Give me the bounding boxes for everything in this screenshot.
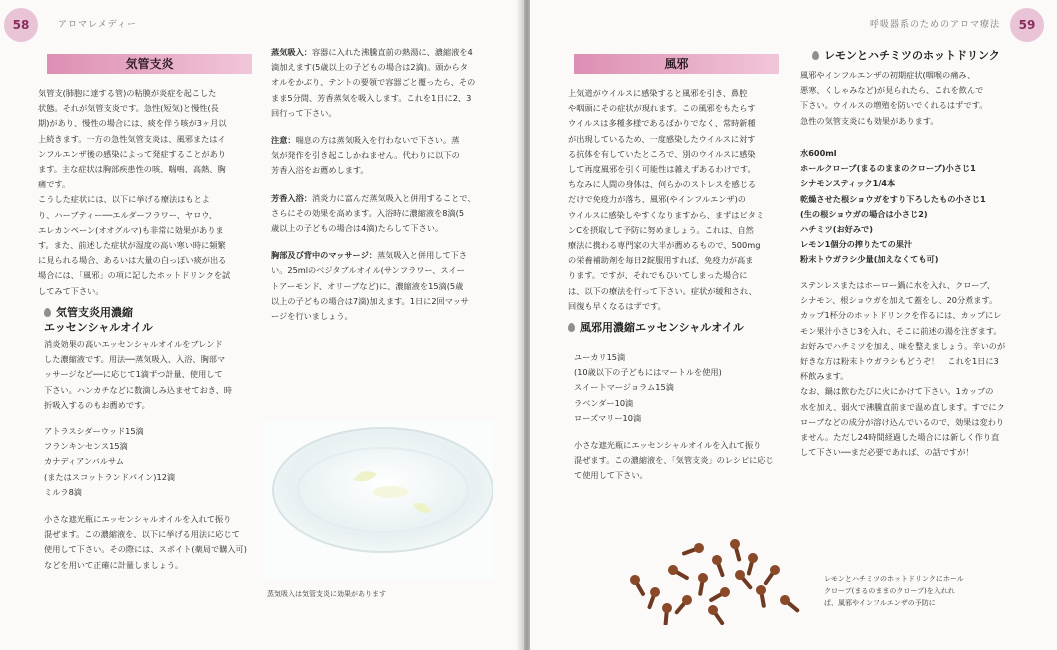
text-line: ローブなどの成分が溶け込んでいるので、効果は変わり: [800, 416, 1005, 427]
clove-shape: [744, 552, 760, 577]
text-line: なお、鍋は飲むたびに火にかけて下さい。1カップの: [800, 386, 994, 397]
text-line: 小さな遮光瓶にエッセンシャルオイルを入れて振り: [44, 514, 232, 524]
text-line: [271, 91, 476, 106]
storage-text: [44, 512, 247, 573]
text-line: は、以下の療法を行って下さい。症状が緩和され、: [568, 285, 757, 296]
text-line: などを用いて正確に計量しましょう。: [44, 559, 184, 570]
usage-text: ージを行いましょう。: [271, 311, 353, 322]
oil-item: アトラスシダーウッド15滴: [44, 426, 144, 436]
text-line: 小さな遮光瓶にエッセンシャルオイルを入れて振り: [574, 440, 762, 450]
text-line: [271, 191, 476, 206]
drink-intro: [800, 68, 987, 129]
text-line: 療法に携わる専門家の大半が薦めるもので、500mg: [568, 240, 761, 251]
section-title-band: [574, 54, 779, 74]
usage-text: 回行って下さい。: [271, 107, 337, 118]
text-line: て使用して下さい。: [574, 470, 648, 481]
left-page: [0, 0, 524, 650]
text-line: 上続きます。一方の急性気管支炎は、風邪またはイ: [38, 133, 226, 144]
clove-shape: [644, 586, 661, 611]
text-line: 杯飲みます。: [800, 371, 849, 382]
text-line: 折吸入するのもお薦めです。: [44, 399, 150, 410]
clove-shape: [695, 572, 709, 596]
clove-shape: [672, 593, 694, 617]
usage-label: 胸部及び背中のマッサージ：: [271, 250, 377, 261]
steam-bowl-photo: [263, 420, 493, 580]
clove-shape: [628, 573, 648, 598]
text-line: や咽頭にその症状が現れます。この風邪をもたらす: [568, 103, 756, 114]
oil-list: [44, 424, 175, 500]
usage-block: [271, 133, 476, 179]
ingredient-item: ハチミツ(お好みで): [800, 224, 873, 235]
usage-text: い。25mlのベジタブルオイル(サンフラワー、スイー: [271, 265, 465, 276]
clove-shape: [729, 538, 745, 563]
usage-text: 以上の子どもの場合は7滴)加えます。1日に2回マッサ: [271, 295, 469, 306]
storage-text: [574, 438, 774, 484]
text-line: お好みでハチミツを加え、味を整えましょう。辛いのが: [800, 340, 1006, 351]
usage-block: [271, 248, 476, 324]
text-line: 混ぜます。この濃縮液を、「気管支炎」のレシピに応じ: [574, 455, 774, 466]
text-line: シナモン、根ショウガを加えて蓋をし、20分煮ます。: [800, 295, 998, 306]
photo-caption: [824, 573, 964, 609]
text-line: が出現しているため、一度感染したウイルスに対す: [568, 133, 756, 144]
blend-heading: 気管支炎用濃縮: [44, 305, 133, 321]
text-line: 好きな方は粉末トウガラシもどうぞ！ これを1日に3: [800, 356, 999, 367]
text-line: 場合には、「風邪」の項に記したホットドリンクを試: [38, 270, 231, 281]
running-head: アロマレメディー: [58, 20, 138, 30]
section-title: 気管支炎: [125, 57, 174, 71]
usage-label: 芳香入浴：: [271, 192, 312, 203]
text-line: 混ぜます。この濃縮液を、以下に挙げる用法に応じて: [44, 529, 240, 540]
text-line: 使用して下さい。その際には、スポイト(薬局で購入可): [44, 544, 247, 555]
clove-shape: [680, 542, 705, 559]
text-line: る抗体を有していたところで、別のウイルスに感染: [568, 148, 756, 159]
oil-drop-icon: [812, 51, 819, 60]
text-line: 悪寒、くしゃみなど)が見られたら、これを飲んで: [800, 85, 984, 96]
text-line: 気管支(肺胞に達する管)の粘膜が炎症を起こした: [38, 88, 217, 98]
text-line: [271, 221, 476, 236]
text-line: [271, 163, 476, 178]
clove-shape: [755, 584, 769, 608]
clove-shape: [711, 554, 728, 579]
text-line: ンCを摂取して予防に努めましょう。これは、自然: [568, 224, 754, 235]
clove-shape: [733, 568, 755, 592]
text-line: [271, 263, 476, 278]
usage-text: 消炎力に富んだ蒸気吸入と併用することで、: [311, 192, 476, 203]
usage-block: [271, 191, 476, 237]
text-line: 下さい。ウイルスの増殖を防いでくれるはずです。: [800, 100, 988, 111]
usage-text: オルをかぶり、テントの要領で容器ごと覆ったら、その: [271, 77, 476, 88]
text-line: 消炎効果の高いエッセンシャルオイルをブレンド: [44, 339, 223, 349]
clove-shape: [666, 563, 691, 583]
text-line: 上気道がウイルスに感染すると風邪を引き、鼻腔: [568, 88, 748, 98]
text-line: モン果汁小さじ3を入れ、そこに前述の湯を注ぎます。: [800, 325, 1002, 336]
page-number: 59: [1010, 8, 1044, 42]
text-line: [271, 309, 476, 324]
oil-item: (10歳以下の子どもにはマートルを使用): [574, 367, 722, 378]
oil-item: スイートマージョラム15滴: [574, 382, 674, 393]
text-line: ります。ですが、それでもひいてしまった場合に: [568, 270, 748, 281]
text-line: エレカンペーン(オオグルマ)も非常に効果がありま: [38, 224, 224, 235]
text-line: してみて下さい。: [38, 285, 104, 296]
text-line: ます。主な症状は胸部疾患性の咳、喘鳴、高熱、胸: [38, 164, 226, 175]
text-line: 下さい。ハンカチなどに数滴しみ込ませておき、時: [44, 384, 232, 395]
text-line: [271, 75, 476, 90]
caption-line: レモンとハチミツのホットドリンクにホール: [824, 575, 964, 583]
text-line: こうした症状には、以下に挙げる療法はもとよ: [38, 194, 210, 205]
text-line: ウイルスは多種多様であるばかりでなく、常時新種: [568, 118, 756, 129]
text-line: 期)があり、慢性の場合には、痰を伴う咳が3ヶ月以: [38, 118, 227, 129]
usage-text: 歳以上の子どもの場合は4滴)たらして下さい。: [271, 223, 444, 234]
text-line: 急性の気管支炎にも効果があります。: [800, 115, 939, 126]
usage-text: 気が発作を引き起こしかねません。代わりに以下の: [271, 150, 460, 161]
text-line: だけで免疫力が落ち、風邪(やインフルエンザ)の: [568, 194, 746, 205]
text-line: に見られる場合、あるいは大量の白っぽい痰が出る: [38, 255, 227, 266]
text-line: [271, 279, 476, 294]
usage-label: 注意：: [271, 135, 296, 146]
clove-shape: [706, 603, 727, 625]
text-line: [271, 45, 476, 60]
clove-shape: [707, 585, 732, 605]
text-line: の栄養補助剤を毎日2錠服用すれば、免疫力が高ま: [568, 255, 754, 266]
text-line: して再度風邪を引く可能性は雑えずあるわけです。: [568, 164, 756, 175]
usage-text: トアーモンド、オリーブなど)に、濃縮液を15滴(5歳: [271, 280, 464, 291]
usage-label: 蒸気吸入：: [271, 47, 312, 57]
text-line: [271, 294, 476, 309]
usage-text: まま5分間、芳香蒸気を吸入します。これを1日に2、3: [271, 92, 472, 103]
ingredient-item: (生の根ショウガの場合は小さじ2): [800, 208, 928, 219]
photo-caption: 蒸気吸入は気管支炎に効果があります: [267, 590, 386, 598]
usage-text: 芳香入浴をお薦めします。: [271, 165, 369, 176]
text-line: して下さい──まだ必要であれば、の話ですが！: [800, 447, 974, 458]
text-line: [271, 106, 476, 121]
running-head: 呼吸器系のためのアロマ療法: [870, 20, 1001, 30]
text-line: 回復も早くなるはずです。: [568, 300, 666, 311]
text-line: カップ1杯分のホットドリンクを作るには、カップにレ: [800, 310, 1002, 321]
intro-text: [568, 86, 764, 314]
text-line: ッサージなど──に応じて1滴ずつ計量、使用して: [44, 369, 223, 380]
text-line: 水を加え、弱火で沸騰直前まで温め直します。すでにク: [800, 401, 1005, 412]
ingredient-list: [800, 146, 986, 268]
caption-line: クローブ(まるのままのクローブ)を入れれ: [824, 587, 955, 595]
oil-item: ローズマリー10滴: [574, 412, 642, 423]
clove-shape: [761, 563, 782, 588]
drink-heading: レモンとハチミツのホットドリンク: [812, 48, 1000, 64]
oil-item: (またはスコットランドパイン)12滴: [44, 471, 176, 482]
oil-item: フランキンセンス15滴: [44, 441, 128, 452]
ingredient-item: シナモンスティック1/4本: [800, 178, 896, 189]
clove-shape: [778, 593, 802, 615]
clove-shape: [660, 603, 672, 625]
page-number: 58: [4, 8, 38, 42]
text-line: ちなみに人間の身体は、何らかのストレスを感じる: [568, 179, 757, 190]
blend-description: [44, 337, 232, 413]
oil-drop-icon: [44, 308, 51, 317]
text-line: り、ハーブティー──エルダーフラワー、ヤロウ、: [38, 209, 218, 220]
usage-text: さらにその効果を高めます。入浴時に濃縮液を8滴(5: [271, 207, 465, 218]
ingredient-item: 粉末トウガラシ少量(加えなくても可): [800, 254, 939, 265]
text-line: [271, 148, 476, 163]
oil-list: [574, 350, 722, 426]
blend-heading-2: エッセンシャルオイル: [44, 321, 153, 334]
usage-text: 容器に入れた沸騰直前の熱湯に、濃縮液を4: [311, 47, 473, 57]
text-line: ウイルスに感染しやすくなりますから、まずはビタミ: [568, 209, 765, 220]
text-line: [271, 133, 476, 148]
ingredient-item: ホールクローブ(まるのままのクローブ)小さじ1: [800, 163, 976, 174]
text-line: [271, 248, 476, 263]
section-title: 風邪: [664, 57, 689, 71]
text-line: [271, 206, 476, 221]
section-title-band: [47, 54, 252, 74]
oil-drop-icon: [568, 323, 575, 332]
method-text: [800, 278, 1005, 460]
oil-item: カナディアンバルサム: [44, 456, 124, 467]
text-line: ません。ただし24時間経過した場合には新しく作り直: [800, 432, 1000, 443]
usage-text: 蒸気吸入と併用して下さ: [376, 250, 468, 261]
caption-line: ば、風邪やインフルエンザの予防に: [824, 599, 936, 607]
text-line: 風邪やインフルエンザの初期症状(咽喉の痛み、: [800, 70, 976, 80]
text-line: ステンレスまたはホーロー鍋に水を入れ、クローブ、: [800, 280, 995, 290]
text-line: 痛です。: [38, 179, 71, 190]
text-line: ンフルエンザ後の感染によって発症することがあり: [38, 148, 226, 159]
oil-item: ラベンダー10滴: [574, 397, 634, 408]
intro-text: [38, 86, 230, 299]
usage-block: [271, 45, 476, 121]
oil-item: ユーカリ15滴: [574, 352, 626, 362]
cloves-photo: [625, 530, 810, 625]
usage-text: 滴加えます(5歳以上の子どもの場合は2滴)。頭からタ: [271, 62, 468, 73]
usage-text: 喘息の方は蒸気吸入を行わないで下さい。蒸: [295, 135, 460, 146]
text-line: した濃縮液です。用法──蒸気吸入、入浴、胸部マ: [44, 354, 226, 365]
text-line: [271, 60, 476, 75]
usage-column: [271, 45, 476, 336]
text-line: 状態。それが気管支炎です。急性(短気)と慢性(長: [38, 103, 219, 114]
text-line: す。また、前述した症状が湿度の高い寒い時に頻繁: [38, 240, 226, 251]
ingredient-item: レモン1個分の搾りたての果汁: [800, 239, 913, 250]
ingredient-item: 乾燥させた根ショウガをすり下ろしたもの小さじ1: [800, 193, 986, 204]
ingredient-item: 水600ml: [800, 148, 837, 158]
blend-heading: 風邪用濃縮エッセンシャルオイル: [568, 320, 744, 336]
oil-item: ミルラ8滴: [44, 486, 82, 497]
right-page: [530, 0, 1057, 650]
